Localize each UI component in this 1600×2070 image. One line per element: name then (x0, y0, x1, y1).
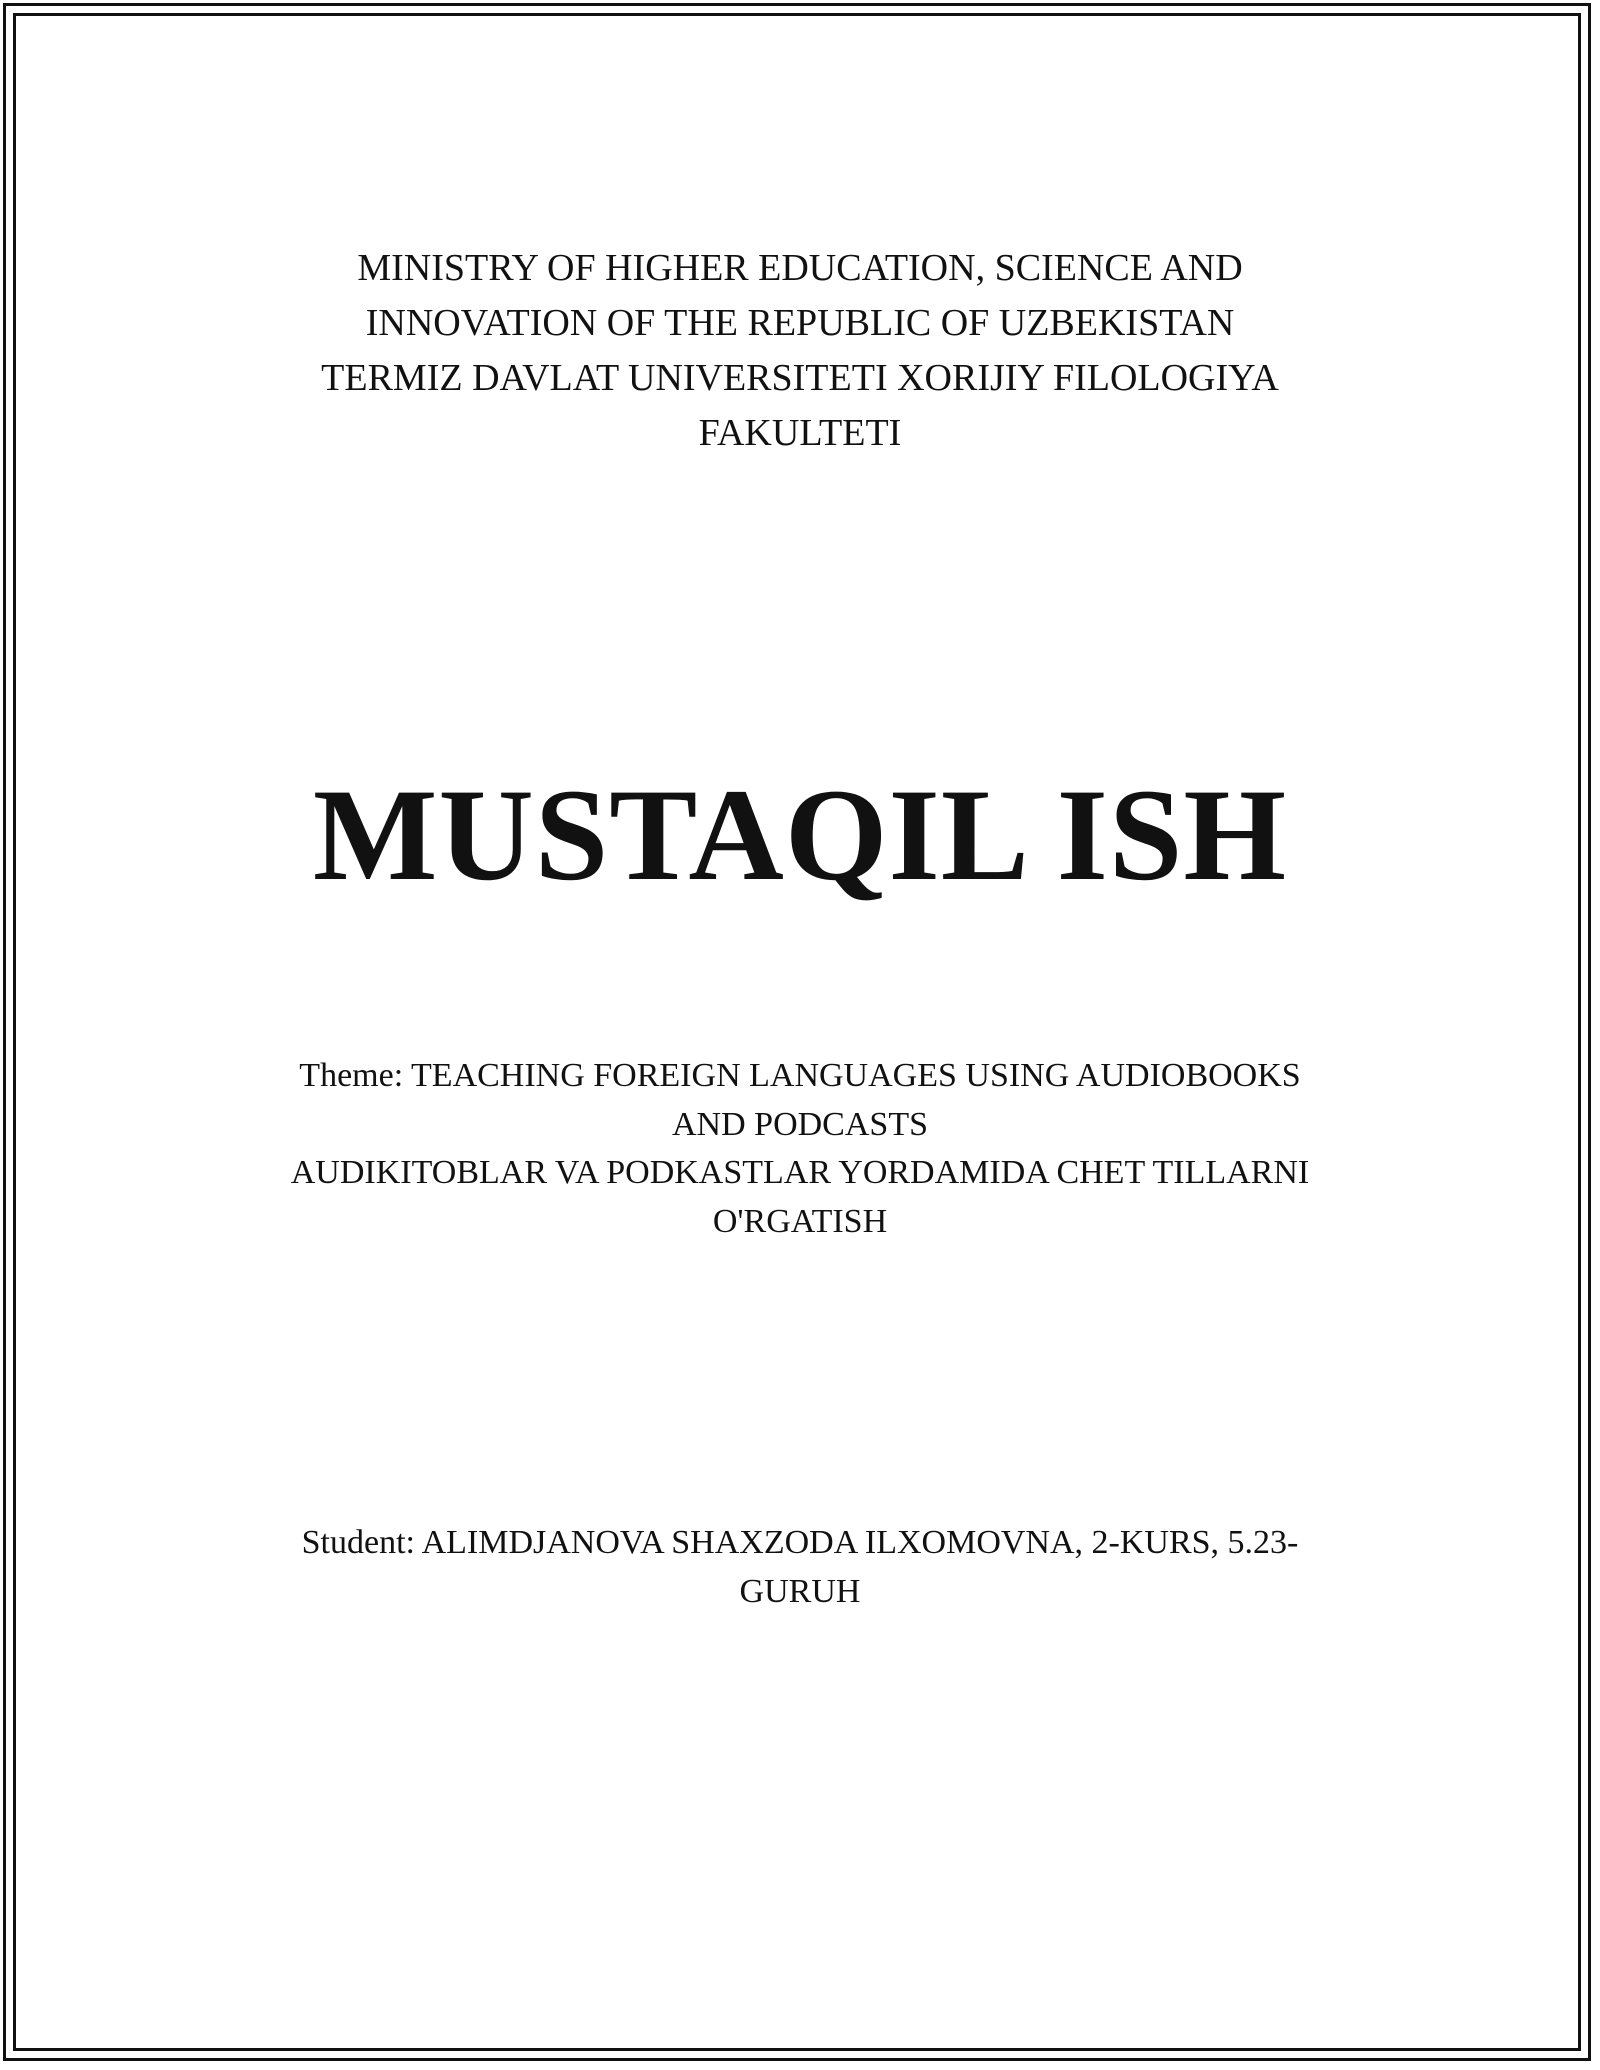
student-info (0, 1518, 1600, 1616)
theme-block (0, 1052, 1600, 1246)
theme-line-uzbek-2: O'RGATISH (712, 1202, 888, 1240)
document-title: MUSTAQIL ISH (312, 761, 1288, 908)
student-line-2: GURUH (739, 1573, 861, 1610)
header-line-faculty: FAKULTETI (698, 412, 902, 454)
theme-line-english-1: Theme: TEACHING FOREIGN LANGUAGES USING AUDIOBOOKS (299, 1057, 1301, 1094)
header-line-republic: INNOVATION OF THE REPUBLIC OF UZBEKISTAN (365, 302, 1235, 344)
header-line-university: TERMIZ DAVLAT UNIVERSITETI XORIJIY FILOLOGIYA (321, 357, 1279, 399)
institution-header (0, 241, 1600, 461)
theme-line-uzbek-1: AUDIKITOBLAR VA PODKASTLAR YORDAMIDA CHET TILLARNI (290, 1154, 1310, 1191)
theme-line-english-2: AND PODCASTS (672, 1105, 928, 1143)
header-line-ministry: MINISTRY OF HIGHER EDUCATION, SCIENCE AND (357, 247, 1243, 289)
student-line-1: Student: ALIMDJANOVA SHAXZODA ILXOMOVNA, 2-KURS, 5.23- (301, 1524, 1299, 1561)
